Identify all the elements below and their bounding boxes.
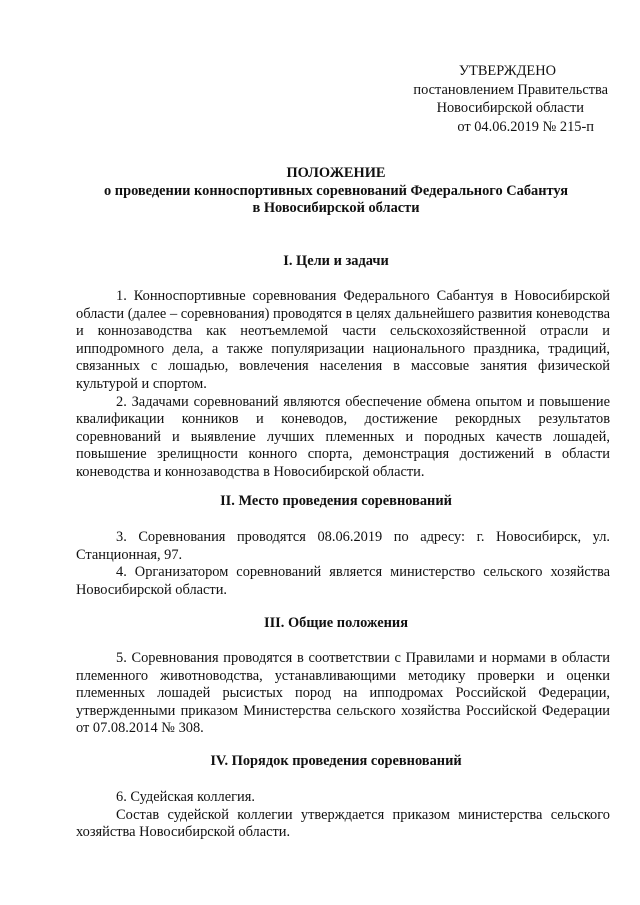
section-2-body (76, 529, 610, 599)
section-4-body (76, 789, 610, 842)
title-line-3: в Новосибирской области (252, 200, 420, 216)
paragraph-1: 1. Конноспортивные соревнования Федерального Сабантуя в Новосибирской области (далее – соревнования) проводятся в целях дальнейшего развития коневодства и коннозаводства как неотъемлемой части сельскохозяйственной отрасли и ипподромного дела, а также популяризации национального праздника, традиций, связанных с лошадью, вовлечения населения в массовые занятия физической культурой и спортом. (76, 288, 610, 392)
title-line-1: ПОЛОЖЕНИЕ (286, 165, 386, 181)
section-3-heading: III. Общие положения (263, 615, 409, 631)
paragraph-5: 5. Соревнования проводятся в соответствии с Правилами и нормами в области племенного животноводства, устанавливающими методику проверки и оценки племенных лошадей рысистых пород на ипподромах Российской Федерации, утвержденными приказом Министерства сельского хозяйства Российской Федерации от 07.08.2014 № 308. (76, 650, 610, 737)
approval-stamp (360, 62, 608, 136)
paragraph-6: 6. Судейская коллегия. (116, 789, 255, 805)
paragraph-3: 3. Соревнования проводятся 08.06.2019 по адресу: г. Новосибирск, ул. Станционная, 97. (76, 529, 610, 563)
paragraph-7: Состав судейской коллегии утверждается приказом министерства сельского хозяйства Новосибирской области. (76, 806, 610, 841)
section-2-heading: II. Место проведения соревнований (220, 493, 452, 509)
section-3-body (76, 650, 610, 738)
paragraph-4: 4. Организатором соревнований является министерство сельского хозяйства Новосибирской области. (76, 564, 610, 598)
title-line-2: о проведении конноспортивных соревнований Федерального Сабантуя (103, 182, 569, 199)
section-4-heading: IV. Порядок проведения соревнований (210, 753, 462, 769)
document-title (60, 165, 612, 218)
section-1-heading: I. Цели и задачи (283, 253, 389, 269)
section-1-body (76, 288, 610, 482)
approval-line-date: от 04.06.2019 № 215-п (457, 118, 594, 135)
approval-line-region: Новосибирской области (436, 100, 584, 116)
approval-line-decree: постановлением Правительства (413, 81, 608, 98)
paragraph-2: 2. Задачами соревнований являются обеспечение обмена опытом и повышение квалификации конников и коневодов, достижение рекордных результатов соревнований и выявление лучших племенных и породных качеств лошадей, повышение зрелищности конного спорта, демонстрация достижений в области коневодства и коннозаводства в Новосибирской области. (76, 393, 610, 480)
approval-line-approved: УТВЕРЖДЕНО (458, 63, 556, 79)
